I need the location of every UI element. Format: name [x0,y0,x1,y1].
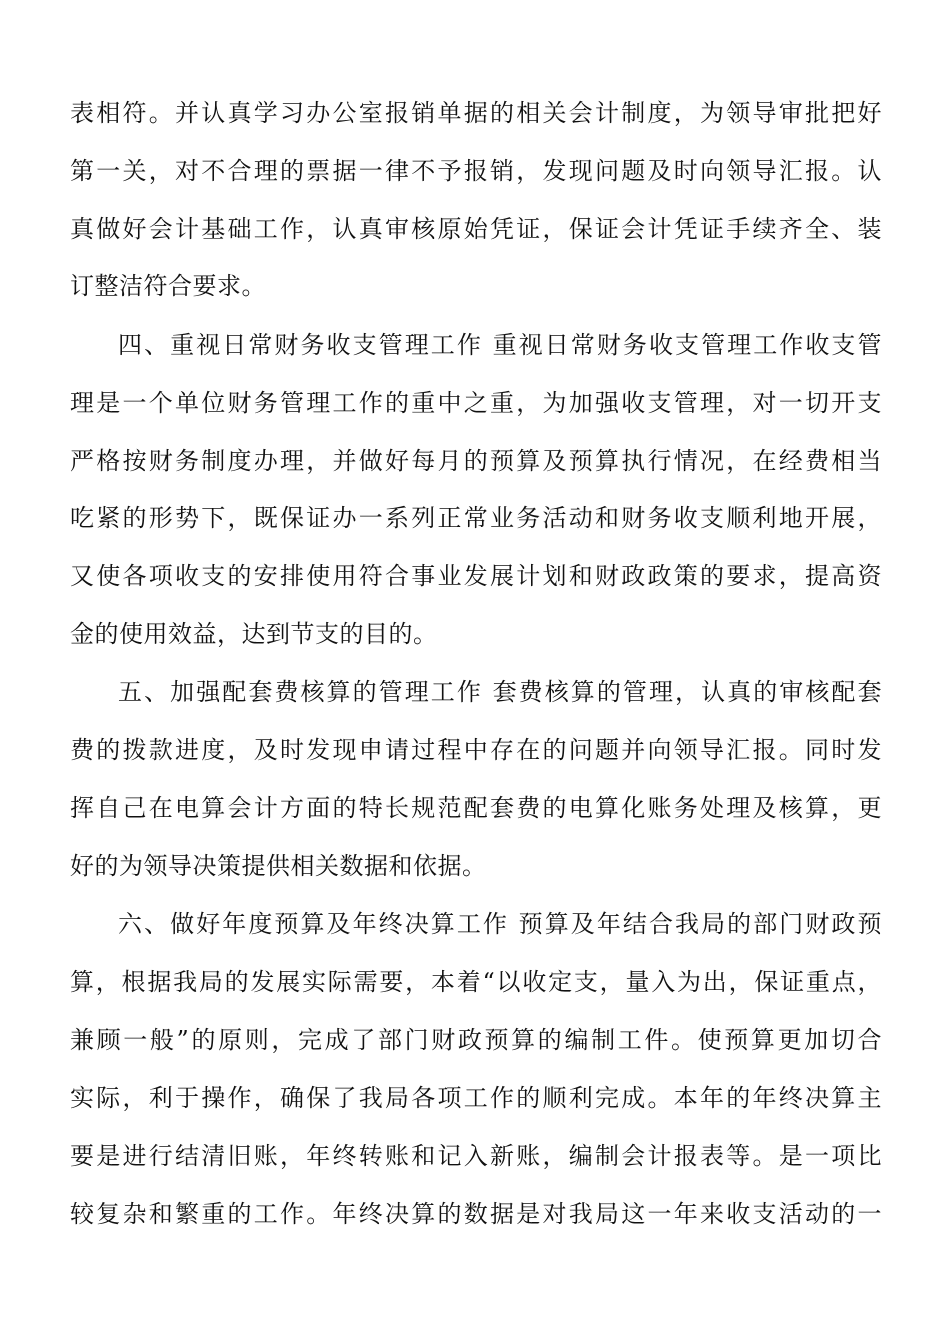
text-line: 好的为领导决策提供相关数据和依据。 [70,852,487,880]
text-line: 吃紧的形势下，既保证办一系列正常业务活动和财务收支顺利地开展， [70,504,882,532]
text-line: 第一关，对不合理的票据一律不予报销，发现问题及时向领导汇报。认 [70,157,882,185]
text-line: 订整洁符合要求。 [70,272,266,300]
text-line: 挥自己在电算会计方面的特长规范配套费的电算化账务处理及核算，更 [70,794,882,822]
text-line: 要是进行结清旧账，年终转账和记入新账，编制会计报表等。是一项比 [70,1142,882,1170]
section-heading-line: 四、重视日常财务收支管理工作 重视日常财务收支管理工作收支管 [118,331,882,359]
text-line: 又使各项收支的安排使用符合事业发展计划和财政政策的要求，提高资 [70,562,882,590]
text-line: 费的拨款进度，及时发现申请过程中存在的问题并向领导汇报。同时发 [70,736,882,764]
text-line: 严格按财务制度办理，并做好每月的预算及预算执行情况，在经费相当 [70,447,882,475]
text-line: 实际，利于操作，确保了我局各项工作的顺利完成。本年的年终决算主 [70,1084,882,1112]
text-line: 算，根据我局的发展实际需要，本着“以收定支，量入为出，保证重点， [70,968,882,996]
section-heading-line: 六、做好年度预算及年终决算工作 预算及年结合我局的部门财政预 [118,910,882,938]
text-line: 理是一个单位财务管理工作的重中之重，为加强收支管理，对一切开支 [70,389,882,417]
text-line: 较复杂和繁重的工作。年终决算的数据是对我局这一年来收支活动的一 [70,1200,882,1228]
text-line: 金的使用效益，达到节支的目的。 [70,620,438,648]
section-heading-line: 五、加强配套费核算的管理工作 套费核算的管理，认真的审核配套 [118,678,882,706]
text-line: 兼顾一般”的原则，完成了部门财政预算的编制工件。使预算更加切合 [70,1026,882,1054]
text-line: 表相符。并认真学习办公室报销单据的相关会计制度，为领导审批把好 [70,99,882,127]
text-line: 真做好会计基础工作，认真审核原始凭证，保证会计凭证手续齐全、装 [70,215,882,243]
